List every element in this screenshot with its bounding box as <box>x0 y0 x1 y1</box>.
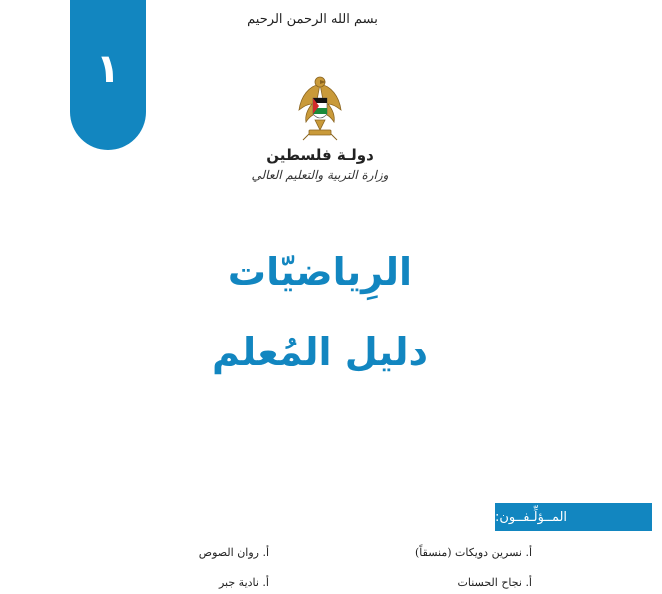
author-name: أ. نادية جبر <box>218 576 269 589</box>
ministry-name: وزارة التربية والتعليم العالي <box>251 168 389 182</box>
author-name: أ. نسرين دويكات (منسقاً) <box>415 546 532 559</box>
authors-heading-bar <box>495 503 652 531</box>
volume-number: ١ <box>95 46 121 92</box>
volume-number-tab <box>70 0 146 150</box>
author-name: أ. نجاح الحسنات <box>457 576 532 589</box>
book-subtitle: دليل المُعلم <box>212 330 428 374</box>
basmala: بسم الله الرحمن الرحيم <box>247 12 378 27</box>
palestine-eagle-emblem-icon <box>295 70 345 142</box>
book-title: الرِياضيّات <box>227 250 413 294</box>
authors-heading: المــؤلِّـفــون: <box>495 509 568 525</box>
author-name: أ. روان الصوص <box>198 546 269 559</box>
state-name: دولـة فلسطين <box>266 146 374 164</box>
